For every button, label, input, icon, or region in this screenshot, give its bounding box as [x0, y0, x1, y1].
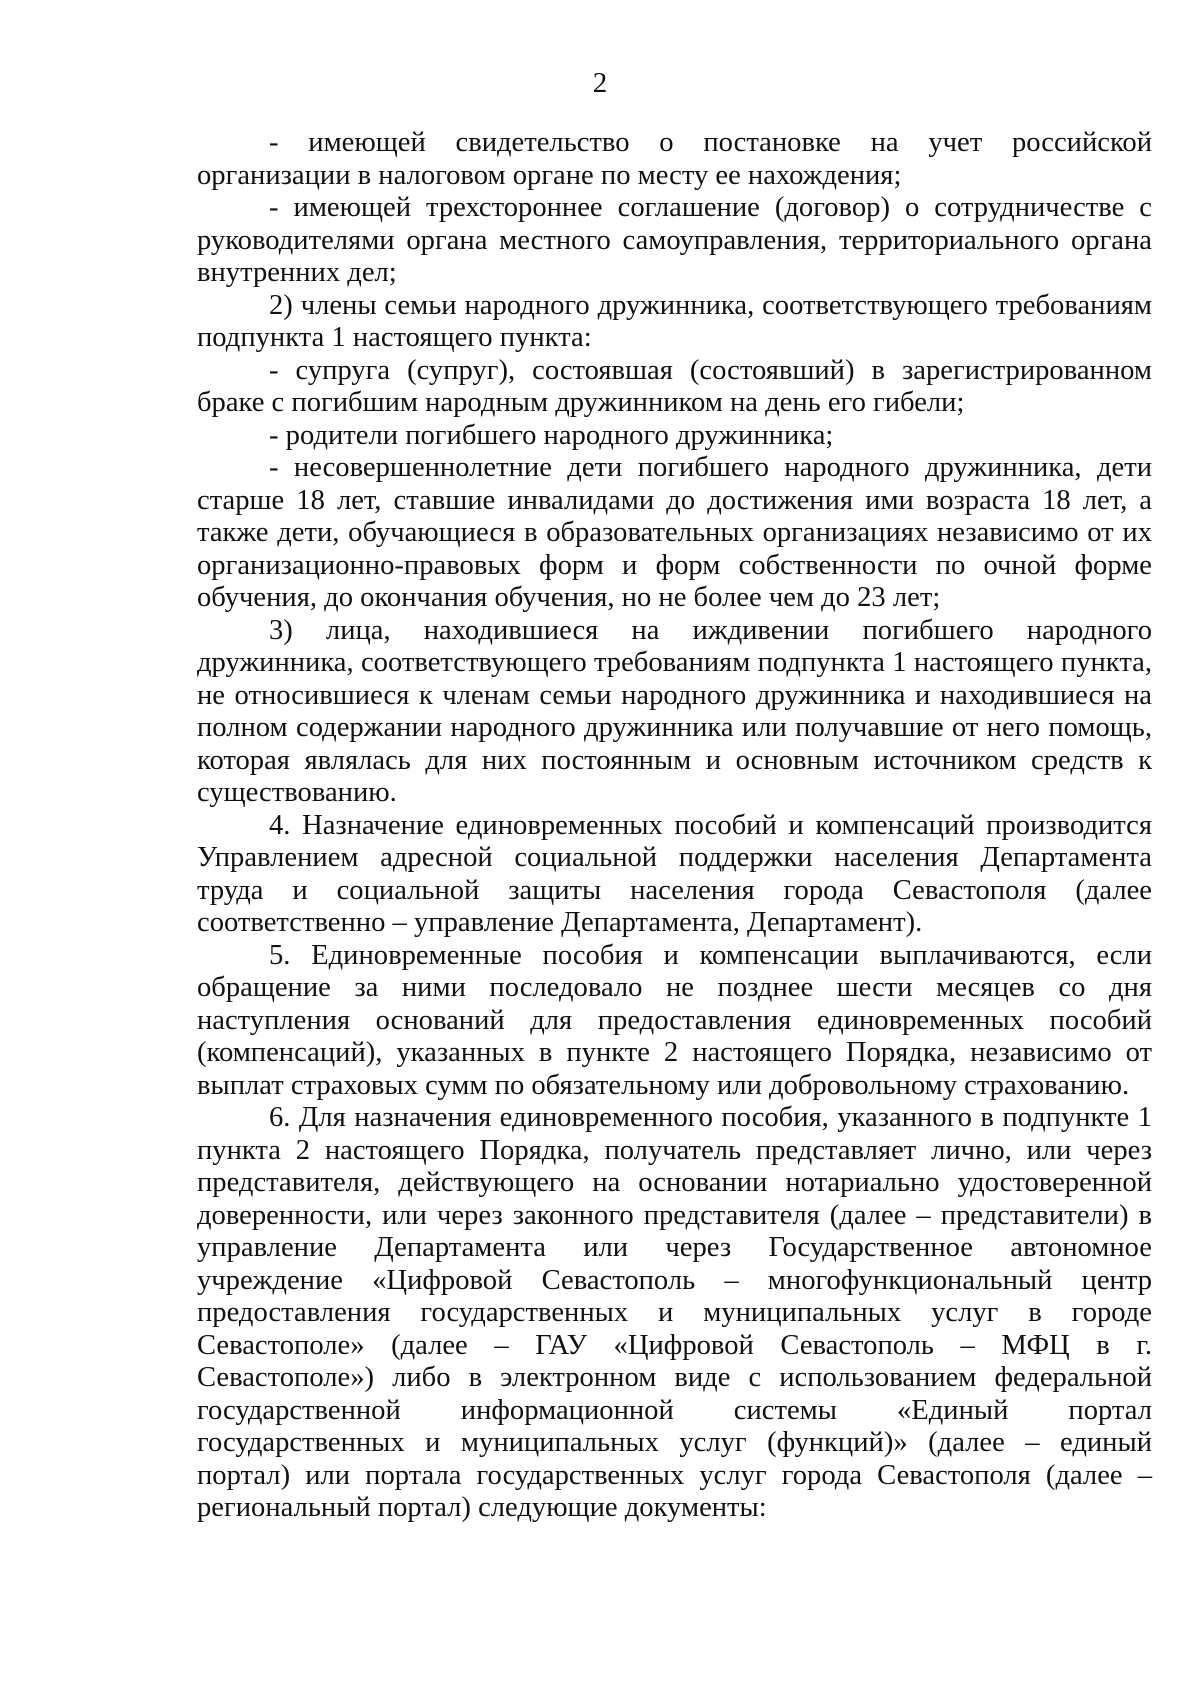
- paragraph-tax-registration: - имеющей свидетельство о постановке на учет российской организации в налоговом органе по месту ее нахождения;: [197, 127, 1152, 191]
- paragraph-dependents: 3) лица, находившиеся на иждивении погибшего народного дружинника, соответствующего требованиям подпункта 1 настоящего пункта, не относившиеся к членам семьи народного дружинника и находившиеся на полном содержании народного дружинника или получавшие от него помощь, которая являлась для них постоянным и основным источником средств к существованию.: [197, 614, 1152, 808]
- paragraph-parents: - родители погибшего народного дружинника;: [269, 419, 834, 451]
- paragraph-spouse: - супруга (супруг), состоявшая (состоявший) в зарегистрированном браке с погибшим народным дружинником на день его гибели;: [197, 354, 1152, 418]
- paragraph-tripartite-agreement: - имеющей трехстороннее соглашение (договор) о сотрудничестве с руководителями органа местного самоуправления, территориального органа внутренних дел;: [197, 192, 1152, 288]
- paragraph-family-members: 2) члены семьи народного дружинника, соответствующего требованиям подпункта 1 настоящего пункта:: [197, 289, 1152, 353]
- paragraph-point-5: 5. Единовременные пособия и компенсации выплачиваются, если обращение за ними последовало не позднее шести месяцев со дня наступления оснований для предоставления единовременных пособий (компенсаций), указанных в пункте 2 настоящего Порядка, независимо от выплат страховых сумм по обязательному или добровольному страхованию.: [197, 939, 1152, 1101]
- paragraph-children: - несовершеннолетние дети погибшего народного дружинника, дети старше 18 лет, ставшие инвалидами до достижения ими возраста 18 лет, а также дети, обучающиеся в образовательных организациях независимо от их организационно-правовых форм и форм собственности по очной форме обучения, до окончания обучения, но не более чем до 23 лет;: [197, 452, 1152, 613]
- paragraph-point-4: 4. Назначение единовременных пособий и компенсаций производится Управлением адресной социальной поддержки населения Департамента труда и социальной защиты населения города Севастополя (далее соответственно – управление Департамента, Департамент).: [197, 809, 1152, 938]
- page-number: 2: [592, 67, 608, 99]
- paragraph-point-6: 6. Для назначения единовременного пособия, указанного в подпункте 1 пункта 2 настоящего Порядка, получатель представляет лично, или через представителя, действующего на основании нотариально удостоверенной доверенности, или через законного представителя (далее – представители) в управление Департамента или через Государственное автономное учреждение «Цифровой Севастополь – многофункциональный центр предоставления государственных и муниципальных услуг в городе Севастополе» (далее – ГАУ «Цифровой Севастополь – МФЦ в г. Севастополе») либо в электронном виде с использованием федеральной государственной информационной системы «Единый портал государственных и муниципальных услуг (функций)» (далее – единый портал) или портала государственных услуг города Севастополя (далее – региональный портал) следующие документы:: [197, 1102, 1152, 1523]
- document-body: [197, 127, 1152, 1525]
